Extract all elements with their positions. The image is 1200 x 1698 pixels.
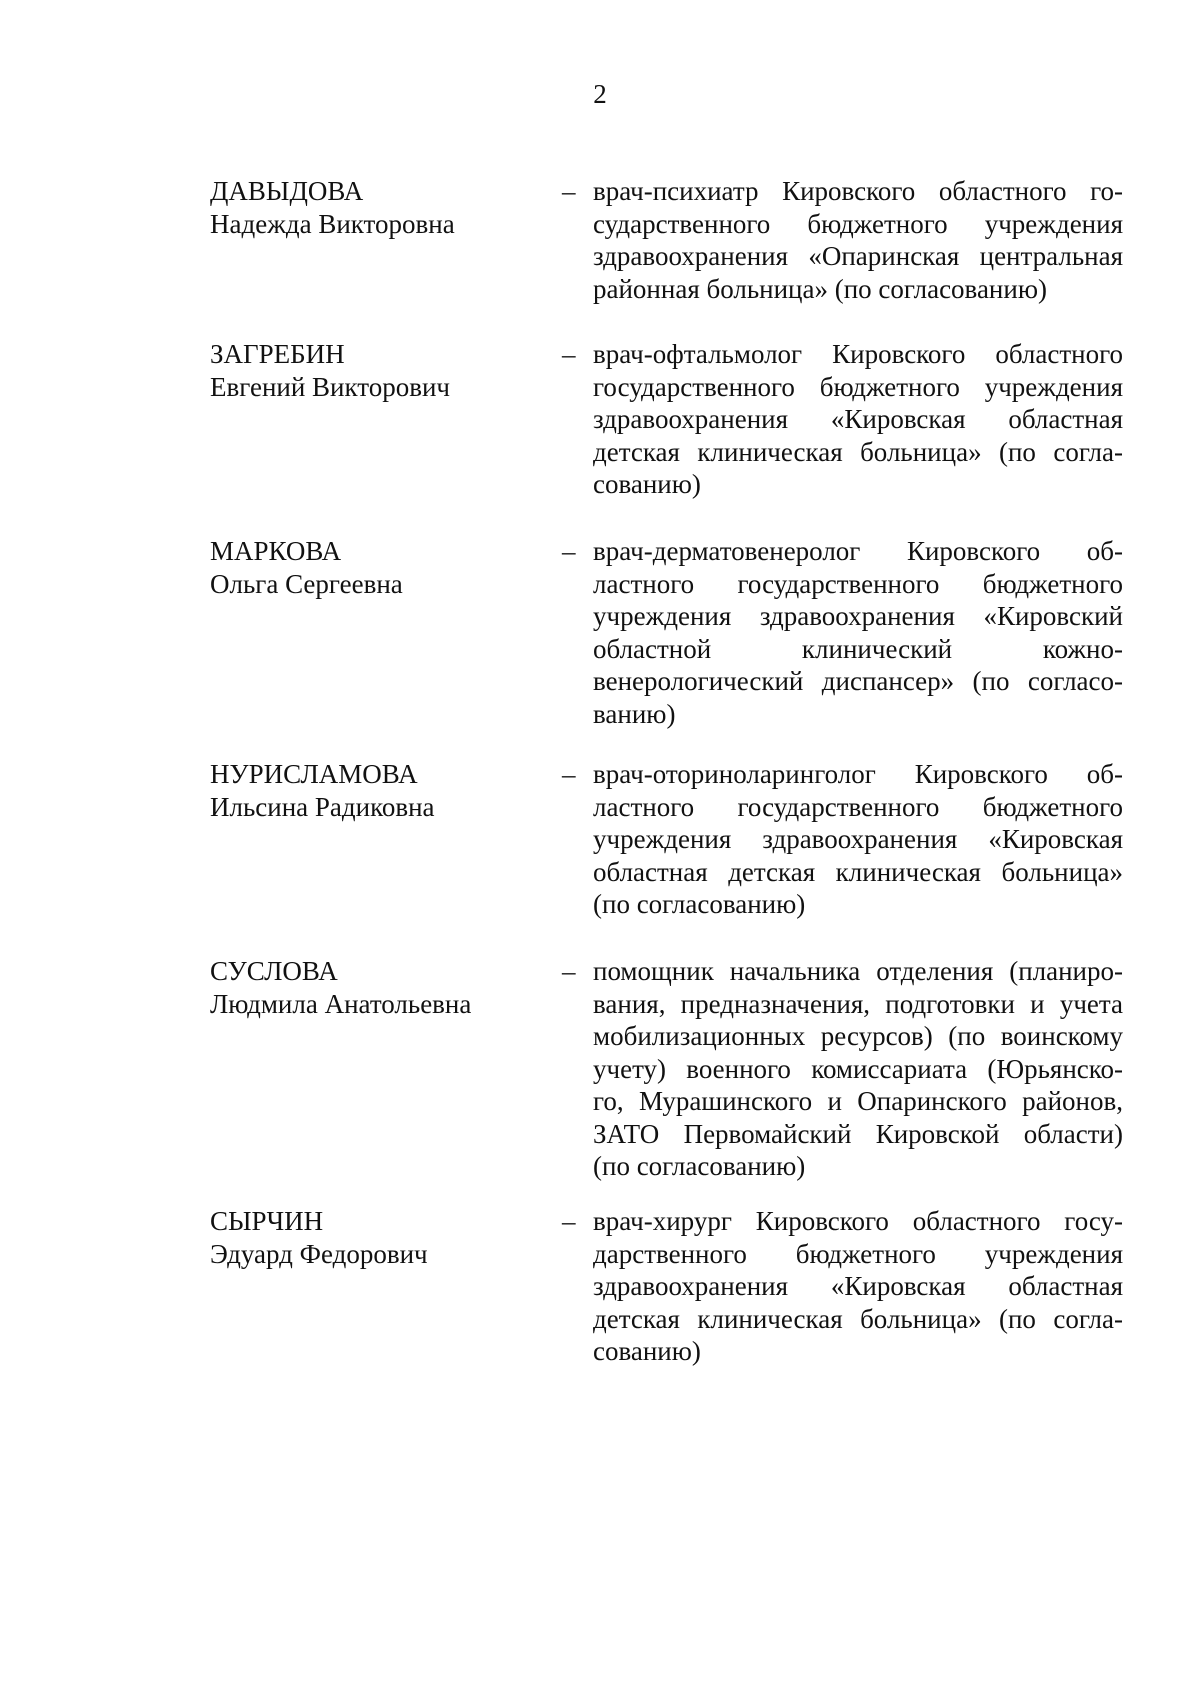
- position-line: венерологический диспансер» (по согласо-: [593, 666, 1123, 696]
- position-line: врач-хирург Кировского областного госу-: [593, 1206, 1123, 1236]
- position-line: врач-психиатр Кировского областного го-: [593, 176, 1123, 206]
- position-line: ЗАТО Первомайский Кировской области): [593, 1118, 1123, 1149]
- position-line: здравоохранения «Кировская областная: [593, 404, 1123, 434]
- position-line: учреждения здравоохранения «Кировская: [593, 824, 1123, 854]
- member-position: [593, 535, 1123, 730]
- member-given-names: Евгений Викторович: [210, 371, 450, 402]
- member-surname: СУСЛОВА: [210, 956, 338, 986]
- member-position: [593, 338, 1123, 501]
- position-line: вания, предназначения, подготовки и учета: [593, 988, 1123, 1019]
- member-name: [210, 758, 540, 823]
- position-line: мобилизационных ресурсов) (по воинскому: [593, 1021, 1123, 1051]
- dash-separator: –: [562, 956, 576, 986]
- position-line: областная детская клиническая больница»: [593, 856, 1123, 887]
- member-given-names: Надежда Викторовна: [210, 208, 455, 239]
- member-given-names: Ильсина Радиковна: [210, 791, 435, 822]
- position-line: здравоохранения «Опаринская центральная: [593, 241, 1123, 271]
- dash-separator: –: [562, 536, 576, 566]
- dash-separator: –: [562, 759, 576, 789]
- position-line: врач-дерматовенеролог Кировского об-: [593, 536, 1123, 566]
- position-line: (по согласованию): [593, 889, 806, 919]
- member-name: [210, 535, 540, 600]
- position-line: помощник начальника отделения (планиро-: [593, 956, 1123, 986]
- dash-separator: –: [562, 176, 576, 206]
- position-line: врач-оториноларинголог Кировского об-: [593, 759, 1123, 789]
- position-line: дарственного бюджетного учреждения: [593, 1238, 1123, 1269]
- position-line: врач-офтальмолог Кировского областного: [593, 339, 1123, 369]
- member-given-names: Эдуард Федорович: [210, 1238, 428, 1269]
- position-line: (по согласованию): [593, 1151, 806, 1181]
- member-name: [210, 955, 540, 1020]
- position-line: детская клиническая больница» (по согла-: [593, 1303, 1123, 1334]
- member-name: [210, 175, 540, 240]
- member-given-names: Людмила Анатольевна: [210, 988, 472, 1019]
- dash-separator: –: [562, 339, 576, 369]
- position-line: государственного бюджетного учреждения: [593, 371, 1123, 402]
- member-surname: СЫРЧИН: [210, 1206, 324, 1236]
- member-name: [210, 338, 540, 403]
- position-line: учету) военного комиссариата (Юрьянско-: [593, 1053, 1123, 1084]
- position-line: областной клинический кожно-: [593, 633, 1123, 664]
- member-surname: НУРИСЛАМОВА: [210, 759, 418, 789]
- position-line: детская клиническая больница» (по согла-: [593, 436, 1123, 467]
- member-position: [593, 1205, 1123, 1368]
- position-line: учреждения здравоохранения «Кировский: [593, 601, 1123, 631]
- page-number: 2: [593, 79, 607, 109]
- member-surname: МАРКОВА: [210, 536, 342, 566]
- dash-separator: –: [562, 1206, 576, 1236]
- position-line: сованию): [593, 1336, 701, 1366]
- member-given-names: Ольга Сергеевна: [210, 568, 403, 599]
- position-line: ластного государственного бюджетного: [593, 791, 1123, 822]
- position-line: сованию): [593, 469, 701, 499]
- member-position: [593, 758, 1123, 921]
- member-surname: ДАВЫДОВА: [210, 176, 364, 206]
- position-line: здравоохранения «Кировская областная: [593, 1271, 1123, 1301]
- position-line: районная больница» (по согласованию): [593, 273, 1047, 304]
- member-surname: ЗАГРЕБИН: [210, 339, 345, 369]
- member-position: [593, 955, 1123, 1183]
- position-line: ванию): [593, 698, 676, 729]
- position-line: го, Мурашинского и Опаринского районов,: [593, 1086, 1123, 1116]
- position-line: ластного государственного бюджетного: [593, 568, 1123, 599]
- member-position: [593, 175, 1123, 305]
- member-name: [210, 1205, 540, 1270]
- position-line: сударственного бюджетного учреждения: [593, 208, 1123, 239]
